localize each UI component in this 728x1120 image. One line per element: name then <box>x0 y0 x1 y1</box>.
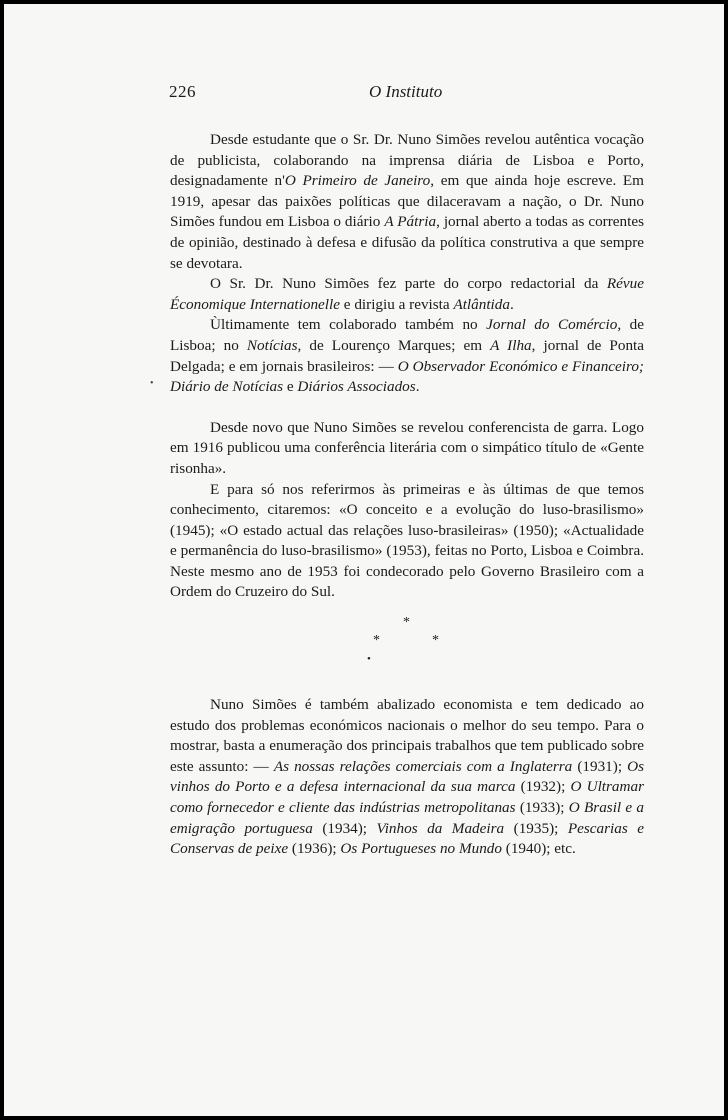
paragraph <box>170 480 644 604</box>
italic-title-text: Diários Associados <box>297 378 416 396</box>
paragraph <box>170 695 644 860</box>
italic-title-text: O Brasil e a emigração portuguesa <box>170 799 644 837</box>
italic-title-text: Pescarias e Conservas de peixe <box>170 819 645 858</box>
text-run: , jornal aberto a todas as correntes de opinião, destinado à defesa e difusão da política construtiva a que sempre se devotara. <box>170 213 644 272</box>
text-run: Nuno Simões é também abalizado economista e tem dedicado ao estudo dos problemas económicos nacionais o melhor do seu tempo. Para o mostrar, basta a enumeração dos principais trabalhos que tem publicado sobre este assunto: — <box>170 696 644 775</box>
text-run: (1933); <box>515 799 569 817</box>
paragraph <box>170 130 644 274</box>
text-run: , em que ainda hoje escreve. Em 1919, apesar das paixões políticas que dilaceravam a nação, o Dr. Nuno Simões fundou em Lisboa o diário <box>170 172 644 231</box>
text-run: (1935); <box>504 819 568 837</box>
italic-title-text: A Pátria <box>384 213 437 231</box>
text-run: (1934); <box>312 819 377 837</box>
text-run: E para só nos referirmos às primeiras e às últimas de que temos conhecimento, citaremos: «O conceito e a evolução do luso-brasilismo» (1945); «O estado actual das relações luso-brasileiras» (1950); «Actualidade e permanência do luso-brasilismo» (1953), feitas no Porto, Lisboa e Coimbra. Neste mesmo ano de 1953 foi condecorado pelo Governo Brasileiro com a Ordem do Cruzeiro do Sul. <box>170 480 644 601</box>
asterisk-ornament: * <box>373 633 380 649</box>
italic-title-text: Os vinhos do Porto e a defesa internacional da sua marca <box>170 757 644 796</box>
text-run: . <box>509 295 514 313</box>
section-divider-ornament <box>170 613 644 675</box>
page-number: 226 <box>169 82 196 101</box>
text-run: O Sr. Dr. Nuno Simões fez parte do corpo redactorial da <box>210 275 607 293</box>
italic-title-text: A Ilha <box>490 336 532 354</box>
italic-title-text: Vinhos da Madeira <box>376 819 505 837</box>
running-title: O Instituto <box>369 82 443 101</box>
text-run: e dirigiu a revista <box>339 295 454 313</box>
text-run: e <box>283 378 298 396</box>
text-run: . <box>415 378 420 396</box>
italic-title-text: Atlântida <box>453 295 510 313</box>
italic-title-text: O Primeiro de Janeiro <box>284 172 431 190</box>
text-run: , jornal de Ponta Delgada; e em jornais brasileiros: — <box>170 336 645 375</box>
page-body <box>170 130 644 860</box>
text-run: , de Lourenço Marques; em <box>297 336 491 354</box>
paragraph <box>170 315 644 397</box>
text-run: Ùltimamente tem colaborado também no <box>210 316 487 334</box>
paragraph <box>170 418 644 480</box>
text-run: (1931); <box>572 757 628 775</box>
text-run: (1936); <box>288 840 341 858</box>
italic-title-text: Jornal do Comércio <box>486 316 618 334</box>
page-header <box>169 82 644 104</box>
italic-title-text: O Observador Económico e Financeiro; Diário de Notícias <box>170 357 644 396</box>
italic-title-text: O Ultramar como fornecedor e cliente das indústrias metropolitanas <box>170 778 644 817</box>
paragraph <box>170 274 644 315</box>
asterisk-ornament: * <box>432 633 439 649</box>
text-run: (1940); etc. <box>501 840 576 858</box>
asterisk-ornament: * <box>403 615 410 631</box>
italic-title-text: As nossas relações comerciais com a Inglaterra <box>273 757 573 775</box>
italic-title-text: Notícias <box>246 336 298 354</box>
margin-mark: • <box>150 378 154 389</box>
text-run: , de Lisboa; no <box>170 316 644 354</box>
book-page <box>4 4 724 1116</box>
text-run: Desde novo que Nuno Simões se revelou conferencista de garra. Logo em 1916 publicou uma conferência literária com o simpático título de «Gente risonha». <box>170 418 644 477</box>
italic-title-text: Révue Économique Internationelle <box>170 275 644 313</box>
text-run: Desde estudante que o Sr. Dr. Nuno Simões revelou autêntica vocação de publicista, colaborando na imprensa diária de Lisboa e Porto, designadamente n' <box>170 131 644 190</box>
ornament-dot: • <box>367 653 371 666</box>
italic-title-text: Os Portugueses no Mundo <box>340 840 502 858</box>
text-run: (1932); <box>515 778 571 796</box>
